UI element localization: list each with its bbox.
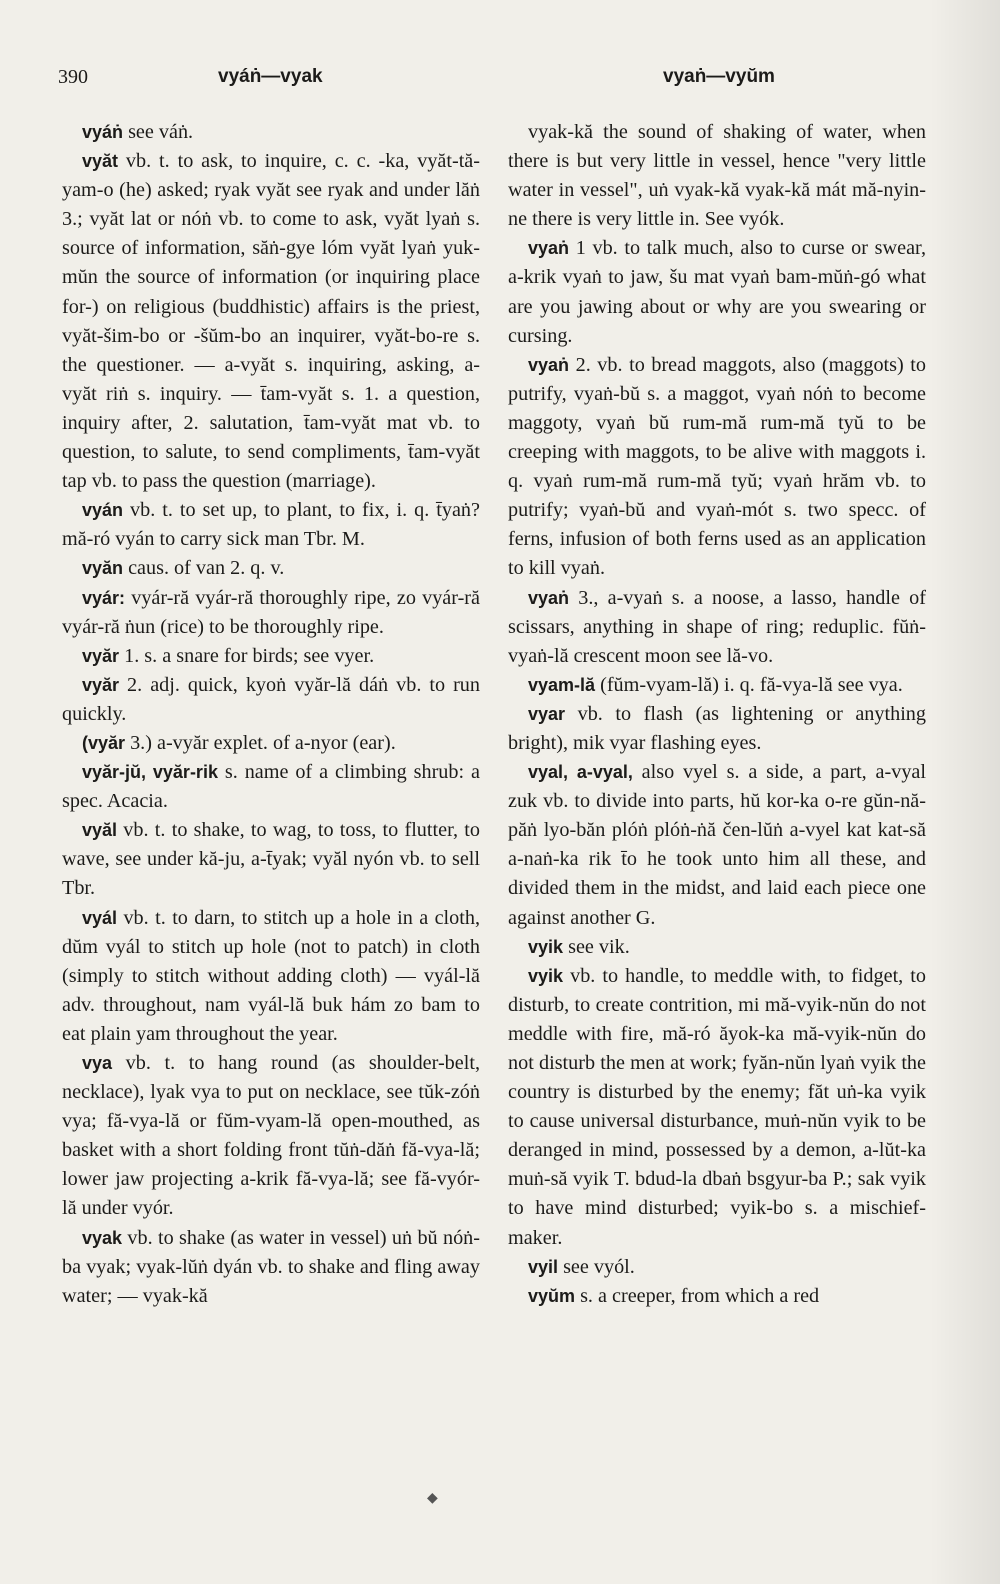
entry-definition: vb. to shake (as water in vessel) uṅ bŭ nóṅ-ba vyak; vyak-lŭṅ dyán vb. to shake and fling away water; — vyak-kă xyxy=(62,1226,480,1307)
entry-headword: vyáṅ xyxy=(82,122,124,142)
page-number: 390 xyxy=(58,66,88,88)
entry-definition: see vyól. xyxy=(558,1255,635,1278)
entry-headword: vyaṅ xyxy=(528,354,570,375)
entry-definition: 2. adj. quick, kyoṅ vyăr-lă dáṅ vb. to run quickly. xyxy=(62,673,480,725)
entry-definition: 3.) a-vyăr explet. of a-nyor (ear). xyxy=(125,731,396,754)
entry-headword: vyŭm xyxy=(528,1285,576,1306)
dictionary-entry xyxy=(508,584,926,671)
entry-headword: vyăn xyxy=(82,558,124,579)
entry-definition: 3., a-vyaṅ s. a noose, a lasso, handle of scissars, anything in shape of ring; reduplic. fŭṅ-vyaṅ-lă crescent moon see lă-vo. xyxy=(508,586,926,667)
entry-headword: vyăr-jŭ, vyăr-rik xyxy=(82,762,218,783)
entry-definition: 1. s. a snare for birds; see vyer. xyxy=(119,644,375,667)
entry-definition: 2. vb. to bread maggots, also (maggots) to putrify, vyaṅ-bŭ s. a maggot, vyaṅ nóṅ to become maggoty, vyaṅ bŭ rum-mă rum-mă tyŭ to be creeping with maggots, to be alive with maggots i. q. vyaṅ rum-mă rum-mă tyŭ; vyaṅ hrăm vb. to putrify; vyaṅ-bŭ and vyaṅ-mót s. two specc. of ferns, infusion of both ferns used as an application to kill vyaṅ. xyxy=(508,353,926,580)
entry-headword: vyár: xyxy=(82,587,126,608)
dictionary-entry xyxy=(62,816,480,903)
entry-headword: vyăr xyxy=(82,645,120,666)
entry-headword: vyam-lă xyxy=(528,674,596,695)
entry-headword: vyaṅ xyxy=(528,587,570,608)
entry-definition: vb. to handle, to meddle with, to fidget, to disturb, to create contrition, mi mă-vyik-nŭn do not meddle with fire, mă-ró ăyok-ka mă-vyik-nŭn do not disturb the men at work; fyăn-nŭn lyaṅ vyik the country is disturbed by the enemy; făt uṅ-ka vyik to cause universal disturbance, muṅ-nŭn vyik to be deranged in mind, possessed by a demon, a-lŭt-ka muṅ-să vyik T. bdud-la dbaṅ bsgyur-ba P.; sak vyik to have mind disturbed; vyik-bo s. a mischief-maker. xyxy=(508,964,926,1249)
entry-headword: vyaṅ xyxy=(528,238,570,259)
dictionary-entry xyxy=(508,1253,926,1282)
entry-definition: 1 vb. to talk much, also to curse or swear, a-krik vyaṅ to jaw, šu mat vyaṅ bam-mŭṅ-gó what are you jawing about or why are you swearing or cursing. xyxy=(508,237,926,347)
entry-headword: vyăl xyxy=(82,820,118,841)
dictionary-entry xyxy=(508,671,926,700)
page-header xyxy=(58,66,930,96)
dictionary-entry xyxy=(508,700,926,758)
entry-definition: vb. t. to ask, to inquire, c. c. -ka, vyăt-tă-yam-o (he) asked; ryak vyăt see ryak and under lăṅ 3.; vyăt lat or nóṅ vb. to come to ask, vyăt lyaṅ s. source of information, săṅ-gye lóm vyăt lyaṅ yuk-mŭn the source of information (or inquiring place for-) on religious (buddhistic) affairs is the priest, vyăt-šim-bo or -šŭm-bo an inquirer, vyăt-bo-re s. the questioner. — a-vyăt s. inquiring, asking, a-vyăt riṅ s. inquiry. — t̄am-vyăt s. 1. a question, inquiry after, 2. salutation, t̄am-vyăt mat vb. to question, to salute, to send compliments, t̄am-vyăt tap vb. to pass the question (marriage). xyxy=(62,150,480,493)
entry-headword: vyal, a-vyal, xyxy=(528,762,633,783)
entry-definition: vyak-kă the sound of shaking of water, when there is but very little in vessel, hence "very little water in vessel", uṅ vyak-kă vyak-kă mát mă-nyin-ne there is very little in. See vyók. xyxy=(508,121,926,231)
dictionary-entry xyxy=(62,118,480,147)
dictionary-entry xyxy=(508,118,926,234)
footer-mark: ◆ xyxy=(427,1491,438,1506)
right-running-head: vyaṅ—vyŭm xyxy=(663,66,775,87)
entry-definition: vb. to flash (as lightening or anything bright), mik vyar flashing eyes. xyxy=(508,702,926,754)
dictionary-entry xyxy=(508,933,926,962)
entry-headword: vyán xyxy=(82,500,124,521)
entry-headword: vya xyxy=(82,1053,113,1073)
dictionary-entry xyxy=(62,496,480,554)
entry-definition: vb. t. to set up, to plant, to fix, i. q. t̄yaṅ? mă-ró vyán to carry sick man Tbr. M. xyxy=(62,499,480,551)
entry-headword: vyál xyxy=(82,907,118,928)
dictionary-entry xyxy=(62,904,480,1049)
entry-headword: vyăt xyxy=(82,151,119,172)
dictionary-entry xyxy=(62,554,480,583)
entry-definition: see váṅ. xyxy=(123,121,194,143)
entry-headword: (vyăr xyxy=(82,732,126,753)
dictionary-entry xyxy=(62,584,480,642)
right-column xyxy=(508,118,926,1311)
dictionary-entry xyxy=(508,758,926,933)
page-edge-shadow xyxy=(930,0,1000,1584)
dictionary-entry xyxy=(62,1224,480,1311)
entry-definition: vb. t. to darn, to stitch up a hole in a cloth, dŭm vyál to stitch up hole (not to patch) in cloth (simply to stitch without adding cloth) — vyál-lă adv. throughout, nam vyál-lă buk hám zo bam to eat plain yam throughout the year. xyxy=(62,906,480,1045)
dictionary-entry xyxy=(62,671,480,729)
entry-definition: also vyel s. a side, a part, a-vyal zuk vb. to divide into parts, hŭ kor-ka o-re gŭn-nă-păṅ lyo-băn plóṅ plóṅ-ṅă čen-lŭṅ a-vyel kat kat-să a-naṅ-ka rik t̄o he took unto him all these, and divided them in the midst, and laid each piece one against another G. xyxy=(508,761,926,929)
entry-definition: caus. of van 2. q. v. xyxy=(123,557,285,580)
left-column xyxy=(62,118,480,1311)
dictionary-entry xyxy=(508,962,926,1253)
dictionary-entry xyxy=(62,729,480,758)
dictionary-entry xyxy=(62,758,480,816)
entry-headword: vyar xyxy=(528,703,566,724)
entry-definition: vb. t. to hang round (as shoulder-belt, necklace), lyak vya to put on necklace, see tŭk-zóṅ vya; fă-vya-lă or fŭm-vyam-lă open-mouthed, as basket with a short folding front tŭṅ-dăṅ fă-vya-lă; lower jaw projecting a-krik fă-vya-lă; see fă-vyór-lă under vyór. xyxy=(62,1052,480,1220)
dictionary-entry xyxy=(508,1282,926,1311)
entry-definition: vb. t. to shake, to wag, to toss, to flutter, to wave, see under kă-ju, a-t̄yak; vyăl nyón vb. to sell Tbr. xyxy=(62,819,480,900)
dictionary-entry xyxy=(62,642,480,671)
entry-headword: vyil xyxy=(528,1256,559,1277)
dictionary-entry xyxy=(62,147,480,496)
entry-definition: see vik. xyxy=(563,935,630,958)
entry-headword: vyak xyxy=(82,1227,123,1248)
dictionary-entry xyxy=(508,234,926,350)
left-running-head: vyáṅ—vyak xyxy=(218,66,323,87)
entry-definition: s. a creeper, from which a red xyxy=(575,1284,820,1307)
entry-definition: s. name of a climbing shrub: a spec. Acacia. xyxy=(62,761,480,813)
entry-headword: vyik xyxy=(528,936,564,957)
entry-headword: vyik xyxy=(528,965,564,986)
entry-definition: (fŭm-vyam-lă) i. q. fă-vya-lă see vya. xyxy=(595,673,903,696)
entry-headword: vyăr xyxy=(82,674,120,695)
entry-definition: vyár-ră vyár-ră thoroughly ripe, zo vyár-ră vyár-ră ṅun (rice) to be thoroughly ripe. xyxy=(62,586,480,638)
dictionary-entry xyxy=(508,351,926,584)
dictionary-entry xyxy=(62,1049,480,1224)
